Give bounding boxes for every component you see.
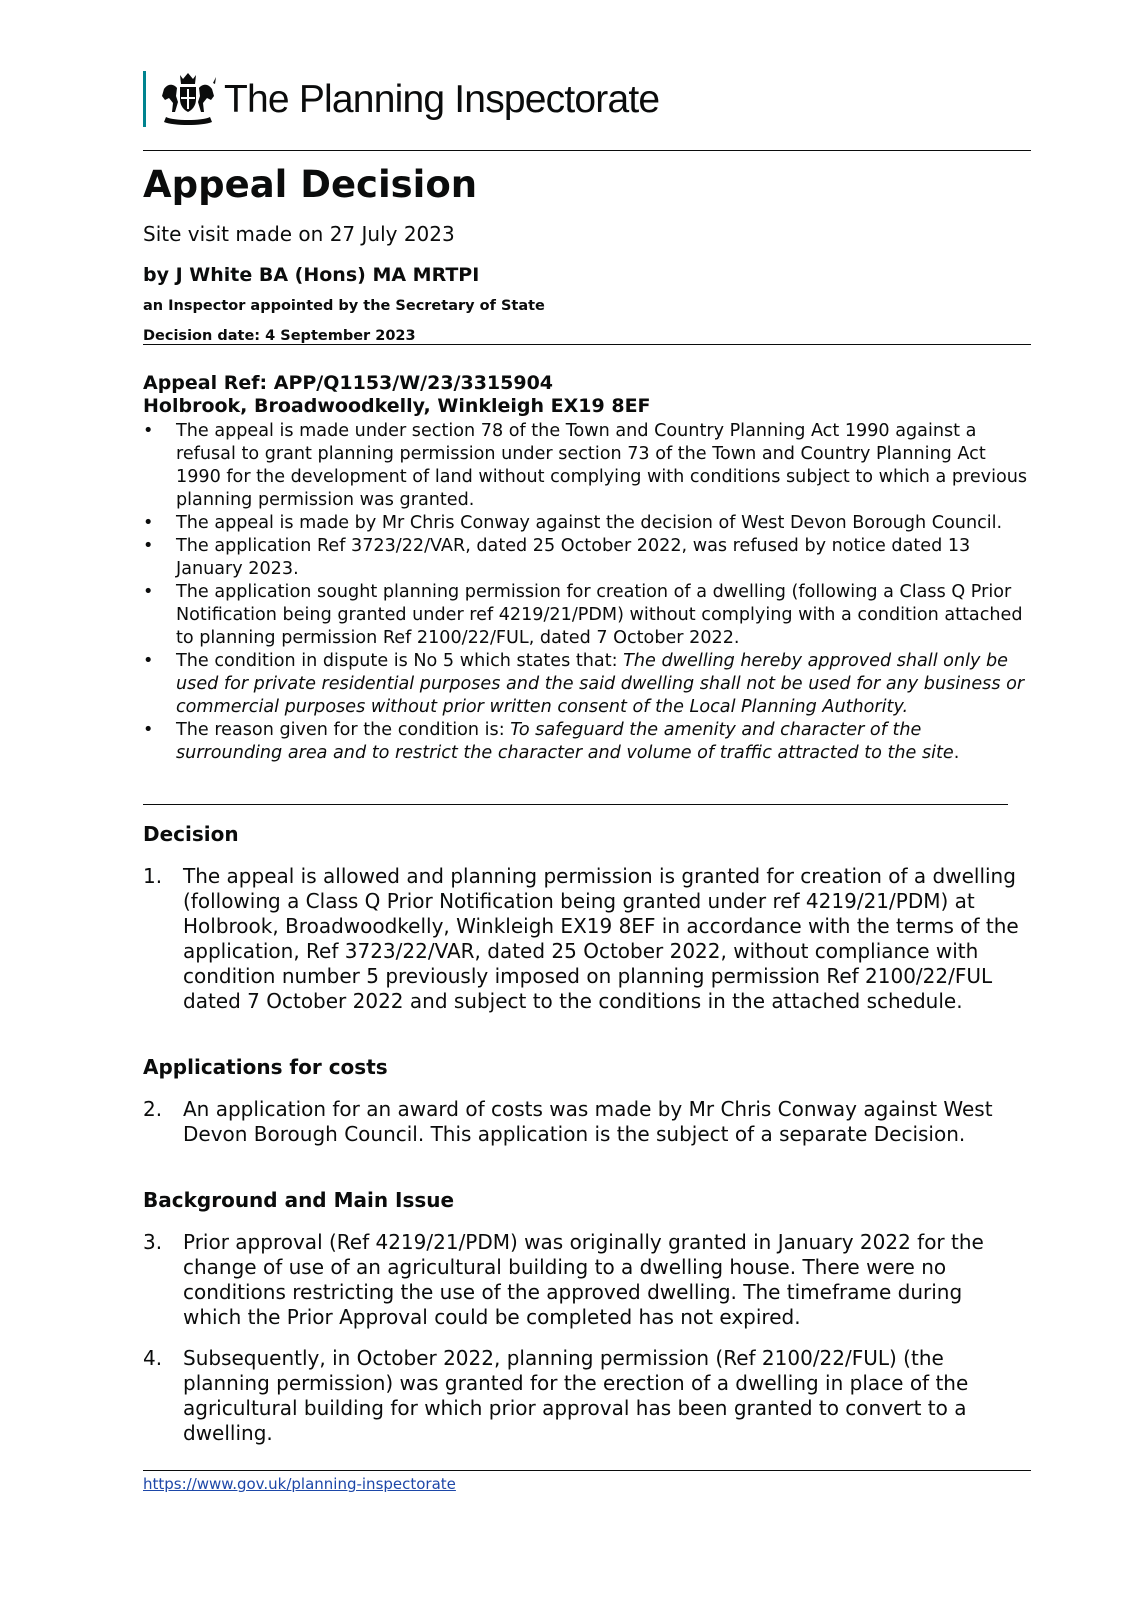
appeal-ref: Appeal Ref: APP/Q1153/W/23/3315904 <box>143 372 554 394</box>
numbered-paragraph: 4. Subsequently, in October 2022, planning permission (Ref 2100/22/FUL) (the planning permission) was granted for the erection of a dwelling in place of the agricultural building for which prior approval has been granted to convert to a dwelling. <box>143 1346 969 1445</box>
page-title: Appeal Decision <box>143 163 478 206</box>
details-divider <box>143 804 1008 805</box>
decision-date: Decision date: 4 September 2023 <box>143 328 416 344</box>
numbered-paragraph: 1. The appeal is allowed and planning permission is granted for creation of a dwelling (following a Class Q Prior Notification being granted under ref 4219/21/PDM) at Holbrook, Broadwoodkelly, Winkleigh EX19 8EF in accordance with the terms of the application, Ref 3723/22/VAR, dated 25 October 2022, without compliance with condition number 5 previously imposed on planning permission Ref 2100/22/FUL dated 7 October 2022 and subject to the conditions in the attached schedule. <box>143 864 1019 1013</box>
section-heading-background: Background and Main Issue <box>143 1188 455 1212</box>
list-item: • The reason given for the condition is: To safeguard the amenity and character of the surrounding area and to restrict the character and volume of traffic attracted to the site. <box>143 720 960 763</box>
header-divider <box>143 150 1031 151</box>
section-heading-decision: Decision <box>143 822 239 846</box>
appeal-reference-block <box>143 372 651 418</box>
section-heading-costs: Applications for costs <box>143 1055 388 1079</box>
organisation-name: The Planning Inspectorate <box>224 77 660 121</box>
royal-coat-of-arms-icon <box>158 71 218 127</box>
logo-accent-bar <box>143 71 146 127</box>
list-item: • The condition in dispute is No 5 which states that: The dwelling hereby approved shall only be used for private residential purposes and the said dwelling shall not be used for any business or commercial purposes without prior written consent of the Local Planning Authority. <box>143 651 1025 717</box>
list-item: • The appeal is made by Mr Chris Conway against the decision of West Devon Borough Council. <box>143 513 1003 533</box>
site-visit-date: Site visit made on 27 July 2023 <box>143 222 455 246</box>
footer-website-link[interactable]: https://www.gov.uk/planning-inspectorate <box>143 1475 456 1493</box>
list-item: • The appeal is made under section 78 of the Town and Country Planning Act 1990 against a refusal to grant planning permission under section 73 of the Town and Country Planning Act 1990 for the development of land without complying with conditions subject to which a previous planning permission was granted. <box>143 421 1028 510</box>
footer-divider <box>143 1470 1031 1471</box>
appeal-details-list <box>143 420 1028 765</box>
meta-divider <box>143 344 1031 345</box>
site-address: Holbrook, Broadwoodkelly, Winkleigh EX19 8EF <box>143 395 651 417</box>
list-item: • The application Ref 3723/22/VAR, dated 25 October 2022, was refused by notice dated 13 January 2023. <box>143 536 971 579</box>
numbered-paragraph: 2. An application for an award of costs was made by Mr Chris Conway against West Devon Borough Council. This application is the subject of a separate Decision. <box>143 1097 993 1146</box>
numbered-paragraph: 3. Prior approval (Ref 4219/21/PDM) was originally granted in January 2022 for the change of use of an agricultural building to a dwelling house. There were no conditions restricting the use of the approved dwelling. The timeframe during which the Prior Approval could be completed has not expired. <box>143 1230 984 1329</box>
inspector-appointment: an Inspector appointed by the Secretary of State <box>143 298 545 314</box>
list-item: • The application sought planning permission for creation of a dwelling (following a Class Q Prior Notification being granted under ref 4219/21/PDM) without complying with a condition attached to planning permission Ref 2100/22/FUL, dated 7 October 2022. <box>143 582 1023 648</box>
inspector-name: by J White BA (Hons) MA MRTPI <box>143 264 480 286</box>
planning-inspectorate-logo <box>143 71 659 127</box>
